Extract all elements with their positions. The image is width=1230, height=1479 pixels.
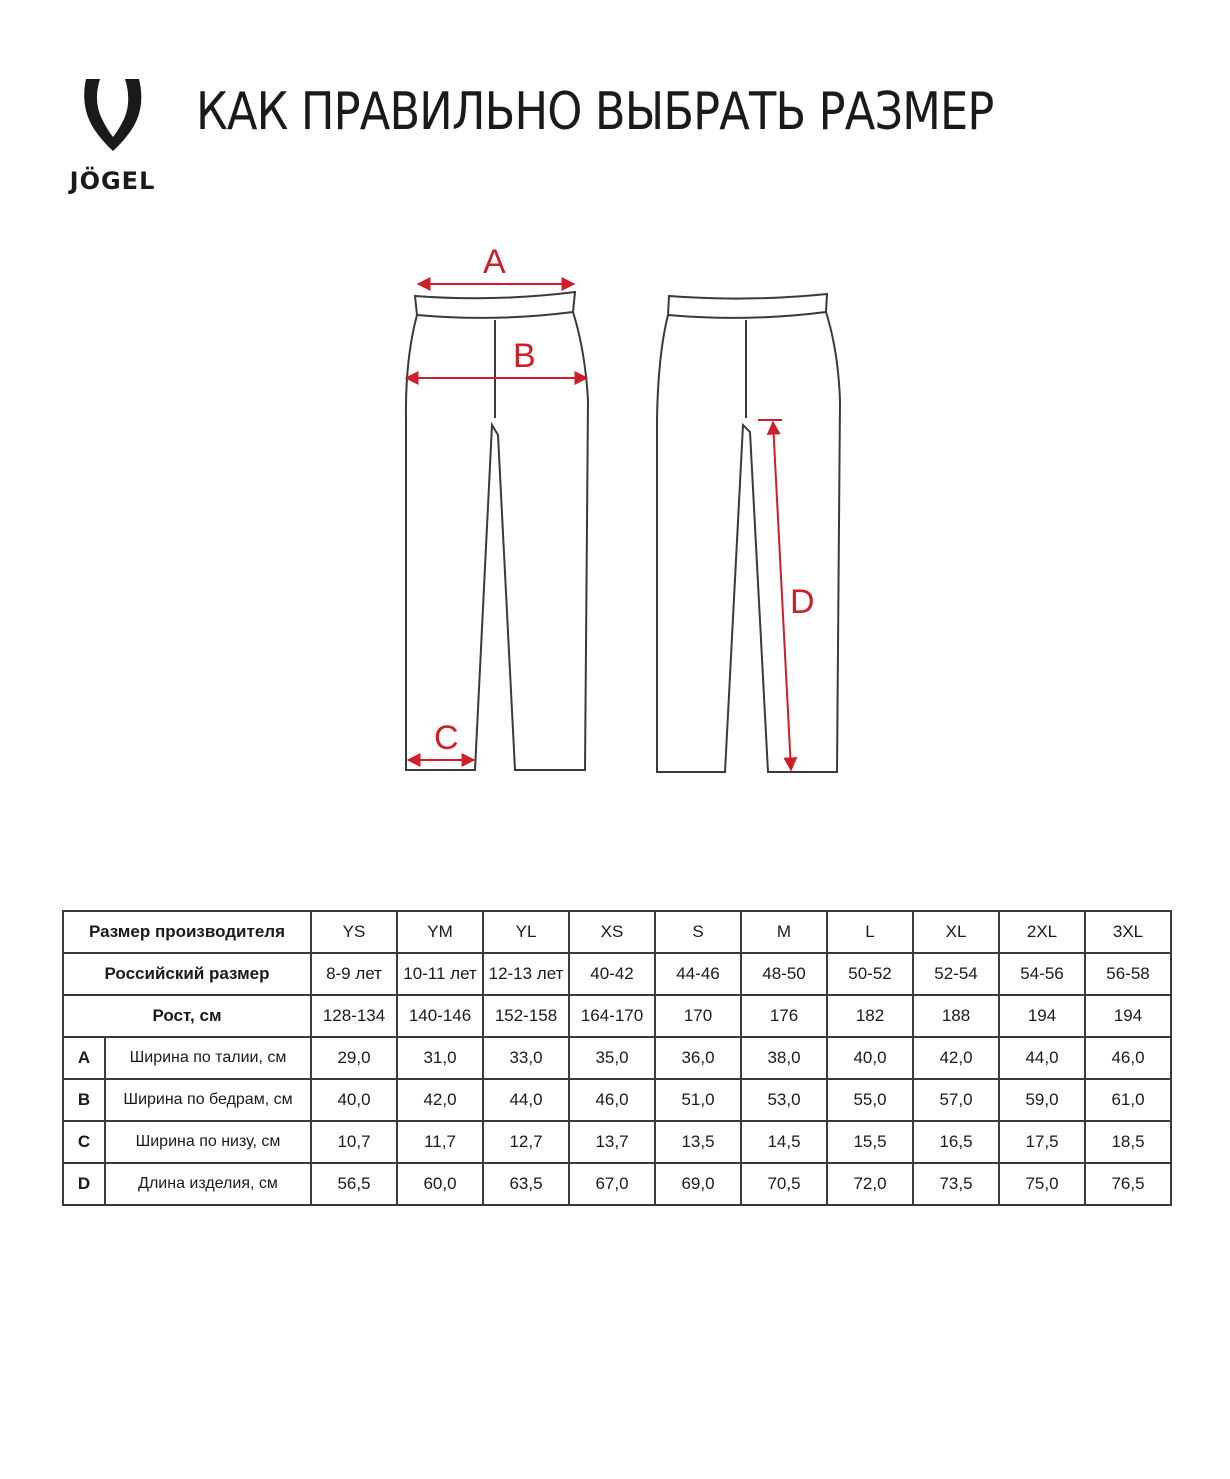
row-label: Рост, см	[63, 995, 311, 1037]
table-cell: 16,5	[913, 1121, 999, 1163]
table-cell: YL	[483, 911, 569, 953]
table-cell: 128-134	[311, 995, 397, 1037]
row-label: Российский размер	[63, 953, 311, 995]
measure-label: Длина изделия, см	[105, 1163, 311, 1205]
measure-letter: D	[63, 1163, 105, 1205]
pants-front	[406, 292, 588, 770]
table-cell: 13,5	[655, 1121, 741, 1163]
table-cell: 56,5	[311, 1163, 397, 1205]
table-cell: 17,5	[999, 1121, 1085, 1163]
table-cell: 10,7	[311, 1121, 397, 1163]
table-cell: 164-170	[569, 995, 655, 1037]
measure-lines	[406, 284, 791, 770]
size-table	[62, 910, 1172, 1206]
table-cell: 51,0	[655, 1079, 741, 1121]
measure-label: Ширина по талии, см	[105, 1037, 311, 1079]
table-cell: 3XL	[1085, 911, 1171, 953]
table-cell: 29,0	[311, 1037, 397, 1079]
table-cell: 53,0	[741, 1079, 827, 1121]
table-cell: 42,0	[913, 1037, 999, 1079]
table-cell: 194	[999, 995, 1085, 1037]
table-cell: 54-56	[999, 953, 1085, 995]
table-header-row	[63, 953, 1171, 995]
table-cell: 12-13 лет	[483, 953, 569, 995]
table-cell: 52-54	[913, 953, 999, 995]
table-cell: 188	[913, 995, 999, 1037]
table-cell: 55,0	[827, 1079, 913, 1121]
table-cell: 13,7	[569, 1121, 655, 1163]
table-cell: 60,0	[397, 1163, 483, 1205]
table-cell: 44,0	[999, 1037, 1085, 1079]
table-cell: 70,5	[741, 1163, 827, 1205]
table-cell: S	[655, 911, 741, 953]
table-cell: 44,0	[483, 1079, 569, 1121]
table-cell: 46,0	[569, 1079, 655, 1121]
brand-name: JÖGEL	[69, 167, 156, 195]
table-cell: 59,0	[999, 1079, 1085, 1121]
table-cell: 40-42	[569, 953, 655, 995]
table-cell: 8-9 лет	[311, 953, 397, 995]
measure-label-d: D	[790, 583, 815, 621]
table-cell: XS	[569, 911, 655, 953]
table-cell: 10-11 лет	[397, 953, 483, 995]
table-cell: YM	[397, 911, 483, 953]
table-row	[63, 1163, 1171, 1205]
table-cell: 14,5	[741, 1121, 827, 1163]
table-cell: 40,0	[311, 1079, 397, 1121]
table-cell: 46,0	[1085, 1037, 1171, 1079]
table-cell: 50-52	[827, 953, 913, 995]
measure-label-b: B	[513, 337, 536, 375]
table-cell: YS	[311, 911, 397, 953]
measure-line-d	[773, 422, 791, 770]
table-cell: 61,0	[1085, 1079, 1171, 1121]
measure-label: Ширина по низу, см	[105, 1121, 311, 1163]
table-cell: 40,0	[827, 1037, 913, 1079]
table-cell: 67,0	[569, 1163, 655, 1205]
measure-letter: A	[63, 1037, 105, 1079]
table-cell: 48-50	[741, 953, 827, 995]
table-cell: 15,5	[827, 1121, 913, 1163]
table-cell: 69,0	[655, 1163, 741, 1205]
table-cell: 36,0	[655, 1037, 741, 1079]
row-label: Размер производителя	[63, 911, 311, 953]
table-cell: L	[827, 911, 913, 953]
table-cell: 176	[741, 995, 827, 1037]
table-row	[63, 1121, 1171, 1163]
table-cell: 33,0	[483, 1037, 569, 1079]
table-cell: 12,7	[483, 1121, 569, 1163]
measure-label-c: C	[434, 719, 459, 757]
table-cell: XL	[913, 911, 999, 953]
table-cell: 140-146	[397, 995, 483, 1037]
measure-letter: B	[63, 1079, 105, 1121]
table-cell: 18,5	[1085, 1121, 1171, 1163]
table-cell: M	[741, 911, 827, 953]
table-cell: 56-58	[1085, 953, 1171, 995]
table-cell: 72,0	[827, 1163, 913, 1205]
measure-label: Ширина по бедрам, см	[105, 1079, 311, 1121]
table-cell: 35,0	[569, 1037, 655, 1079]
table-cell: 152-158	[483, 995, 569, 1037]
measure-letter: C	[63, 1121, 105, 1163]
table-cell: 170	[655, 995, 741, 1037]
table-cell: 57,0	[913, 1079, 999, 1121]
table-cell: 75,0	[999, 1163, 1085, 1205]
page-title: КАК ПРАВИЛЬНО ВЫБРАТЬ РАЗМЕР	[196, 82, 994, 142]
table-header-row	[63, 911, 1171, 953]
pants-back	[657, 294, 840, 772]
table-cell: 38,0	[741, 1037, 827, 1079]
table-row	[63, 1079, 1171, 1121]
table-cell: 63,5	[483, 1163, 569, 1205]
table-cell: 76,5	[1085, 1163, 1171, 1205]
measure-label-a: A	[483, 243, 506, 281]
table-cell: 44-46	[655, 953, 741, 995]
table-cell: 31,0	[397, 1037, 483, 1079]
table-cell: 182	[827, 995, 913, 1037]
table-cell: 194	[1085, 995, 1171, 1037]
table-row	[63, 1037, 1171, 1079]
table-header-row	[63, 995, 1171, 1037]
table-cell: 73,5	[913, 1163, 999, 1205]
table-cell: 11,7	[397, 1121, 483, 1163]
table-cell: 2XL	[999, 911, 1085, 953]
table-cell: 42,0	[397, 1079, 483, 1121]
